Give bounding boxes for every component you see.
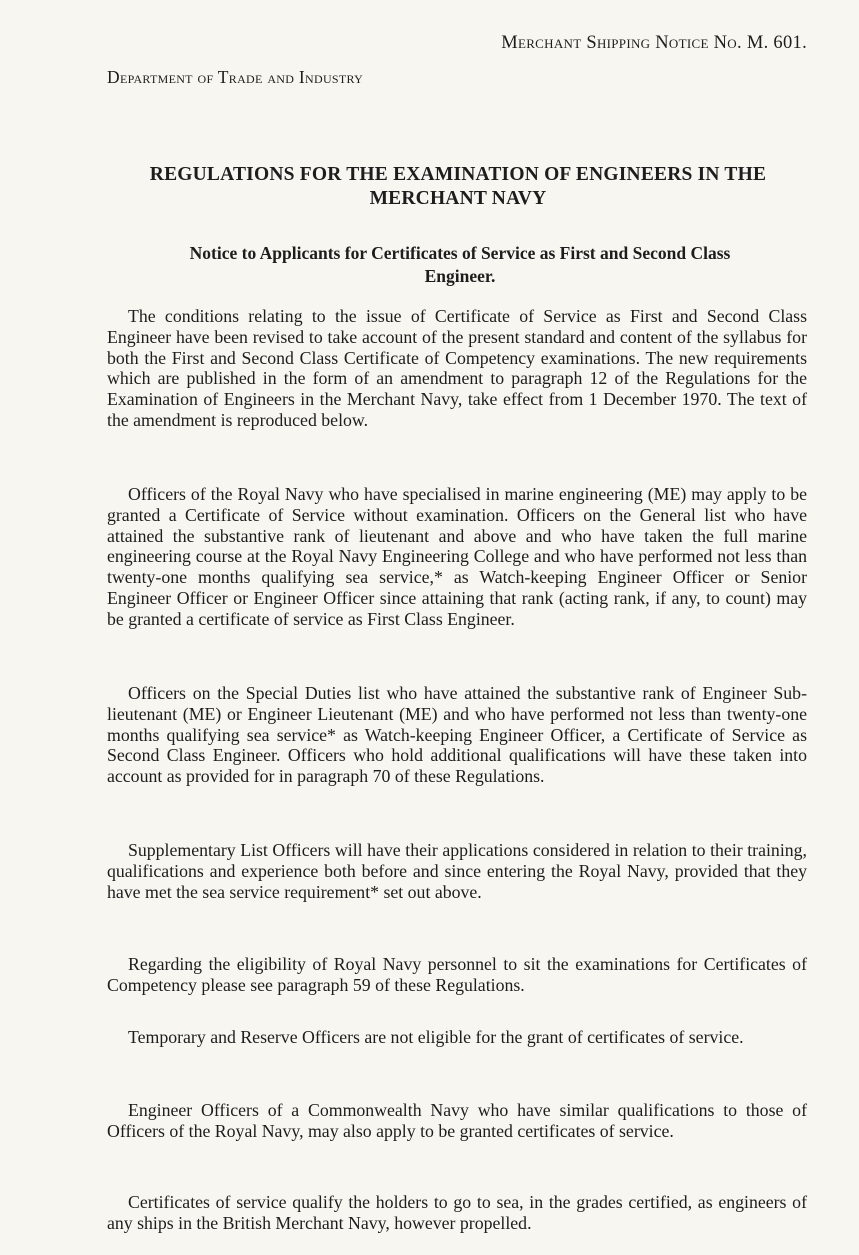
paragraph-certificates-qualify: Certificates of service qualify the holders to go to sea, in the grades certified, as engineers of any ships in the British Merchant Navy, however propelled. [107, 1192, 807, 1233]
document-title-line-2: MERCHANT NAVY [369, 188, 547, 209]
document-title [100, 163, 816, 211]
paragraph-commonwealth: Engineer Officers of a Commonwealth Navy who have similar qualifications to those of Officers of the Royal Navy, may also apply to be granted certificates of service. [107, 1100, 807, 1141]
notice-number: Merchant Shipping Notice No. M. 601. [501, 33, 807, 53]
paragraph-eligibility: Regarding the eligibility of Royal Navy personnel to sit the examinations for Certificates of Competency please see paragraph 59 of these Regulations. [107, 954, 807, 995]
document-title-line-1: REGULATIONS FOR THE EXAMINATION OF ENGINEERS IN THE [149, 164, 767, 185]
department-name: Department of Trade and Industry [107, 67, 364, 87]
paragraph-intro: The conditions relating to the issue of Certificate of Service as First and Second Class Engineer have been revised to take account of the present standard and content of the syllabus for both the First and Second Class Certificate of Competency examinations. The new requirements which are published in the form of an amendment to paragraph 12 of the Regulations for the Examination of Engineers in the Merchant Navy, take effect from 1 December 1970. The text of the amendment is reproduced below. [107, 306, 807, 430]
notice-subtitle [130, 242, 790, 288]
paragraph-special-duties: Officers on the Special Duties list who have attained the substantive rank of Engineer Sub-lieutenant (ME) or Engineer Lieutenant (ME) and who have performed not less than twenty-one months qualifying sea service* as Watch-keeping Engineer Officer, a Certificate of Service as Second Class Engineer. Officers who hold additional qualifications will have these taken into account as provided for in paragraph 70 of these Regulations. [107, 683, 807, 787]
paragraph-general-list: Officers of the Royal Navy who have specialised in marine engineering (ME) may apply to be granted a Certificate of Service without examination. Officers on the General list who have attained the substantive rank of lieutenant and above and who have taken the full marine engineering course at the Royal Navy Engineering College and who have performed not less than twenty-one months qualifying sea service,* as Watch-keeping Engineer Officer or Senior Engineer Officer or Engineer Officer since attaining that rank (acting rank, if any, to count) may be granted a certificate of service as First Class Engineer. [107, 484, 807, 629]
paragraph-temporary-reserve: Temporary and Reserve Officers are not eligible for the grant of certificates of service. [128, 1027, 744, 1047]
notice-subtitle-line-2: Engineer. [424, 266, 496, 286]
notice-subtitle-line-1: Notice to Applicants for Certificates of Service as First and Second Class [189, 243, 731, 263]
paragraph-supplementary-list: Supplementary List Officers will have their applications considered in relation to their training, qualifications and experience both before and since entering the Royal Navy, provided that they have met the sea service requirement* set out above. [107, 840, 807, 902]
